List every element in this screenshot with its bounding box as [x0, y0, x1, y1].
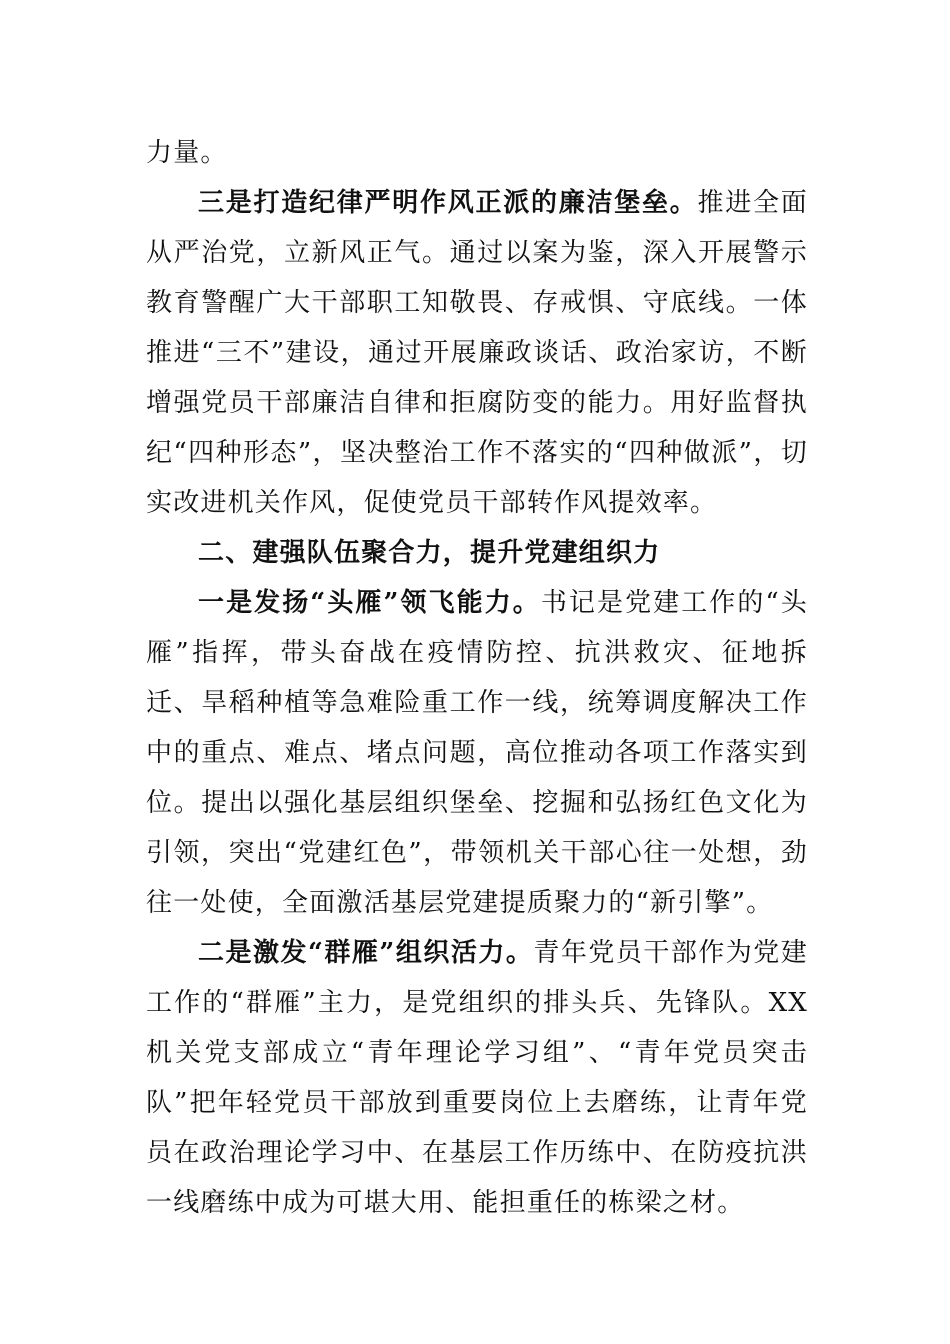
- paragraph-lead-goose: [146, 578, 808, 928]
- paragraph-lead: 一是发扬“头雁”领飞能力。: [198, 588, 541, 618]
- paragraph-lead: 二是激发“群雁”组织活力。: [198, 938, 534, 968]
- paragraph-continuation: [146, 128, 808, 178]
- document-page: [146, 128, 808, 1228]
- section-heading: [146, 528, 808, 578]
- paragraph-text: 力量。: [146, 138, 228, 168]
- paragraph-integrity-fortress: [146, 178, 808, 528]
- paragraph-lead: 三是打造纪律严明作风正派的廉洁堡垒。: [198, 188, 698, 218]
- paragraph-text: 青年党员干部作为党建工作的“群雁”主力，是党组织的排头兵、先锋队。XX机关党支部成立“青年理论学习组”、“青年党员突击队”把年轻党员干部放到重要岗位上去磨练，让青年党员在政治理论学习中、在基层工作历练中、在防疫抗洪一线磨练中成为可堪大用、能担重任的栋梁之材。: [146, 938, 808, 1218]
- paragraph-text: 书记是党建工作的“头雁”指挥，带头奋战在疫情防控、抗洪救灾、征地拆迁、旱稻种植等急难险重工作一线，统筹调度解决工作中的重点、难点、堵点问题，高位推动各项工作落实到位。提出以强化基层组织堡垒、挖掘和弘扬红色文化为引领，突出“党建红色”，带领机关干部心往一处想，劲往一处使，全面激活基层党建提质聚力的“新引擎”。: [146, 588, 809, 918]
- paragraph-text: 推进全面从严治党，立新风正气。通过以案为鉴，深入开展警示教育警醒广大干部职工知敬畏、存戒惧、守底线。一体推进“三不”建设，通过开展廉政谈话、政治家访，不断增强党员干部廉洁自律和拒腐防变的能力。用好监督执纪“四种形态”，坚决整治工作不落实的“四种做派”，切实改进机关作风，促使党员干部转作风提效率。: [146, 188, 808, 518]
- paragraph-group-geese: [146, 928, 808, 1228]
- section-heading-text: 二、建强队伍聚合力，提升党建组织力: [198, 538, 661, 568]
